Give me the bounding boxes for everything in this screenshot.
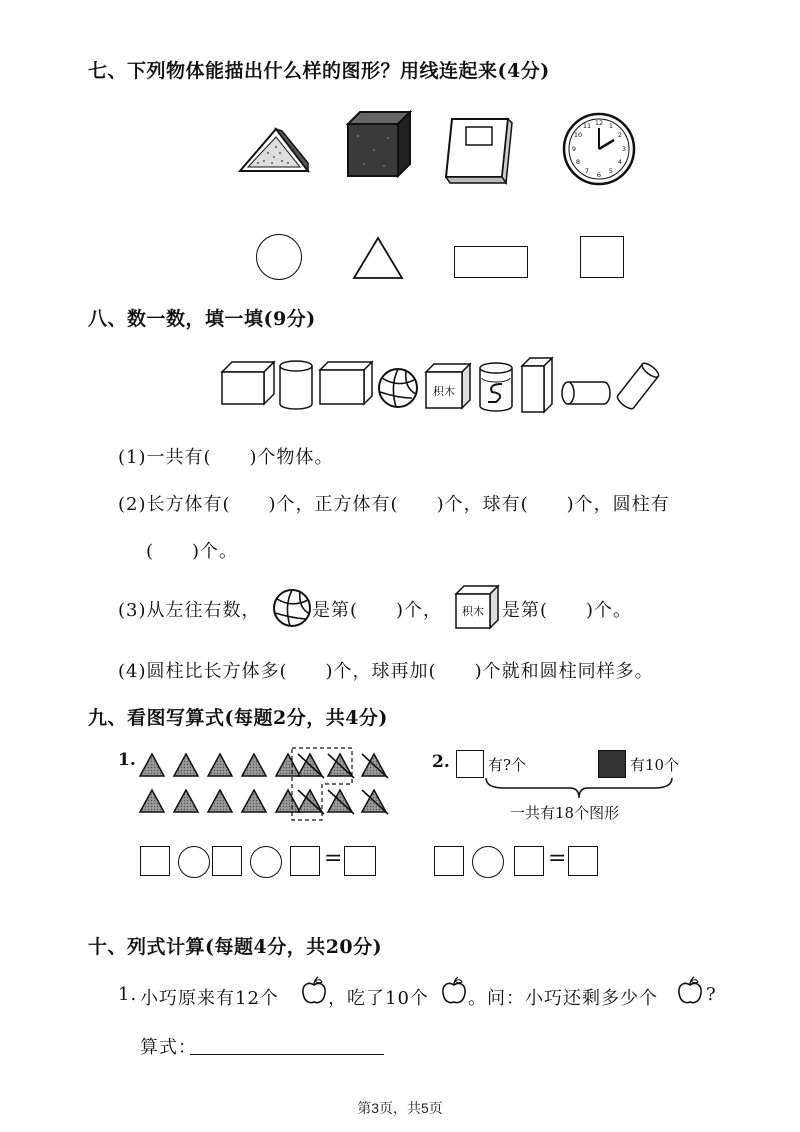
q10-1-part-c: 。问：小巧还剩多少个 <box>468 988 658 1009</box>
problem9-2-number: 2. <box>432 752 450 772</box>
problem9-1-number: 1. <box>118 750 136 770</box>
block-cube-icon <box>454 584 500 630</box>
cuboid-icon <box>320 362 372 404</box>
block-cube-icon <box>426 364 470 408</box>
shape-square <box>580 236 624 278</box>
answer-box[interactable] <box>514 846 544 876</box>
svg-text:3: 3 <box>621 145 627 153</box>
shape-circle <box>256 234 302 280</box>
block-label: 积木 <box>433 385 455 398</box>
q8-3-suffix: 是第( )个。 <box>502 600 633 621</box>
q10-1-part-d: ? <box>706 984 717 1005</box>
section9-heading: 九、看图写算式(每题2分，共4分) <box>88 707 388 729</box>
formula-label: 算式： <box>140 1037 197 1058</box>
sandwich-icon <box>238 125 310 175</box>
svg-text:6: 6 <box>596 171 602 179</box>
q8-2a: (2)长方体有( )个，正方体有( )个，球有( )个，圆柱有 <box>118 494 670 515</box>
answer-box[interactable] <box>568 846 598 876</box>
svg-text:11: 11 <box>582 122 592 130</box>
section8-heading: 八、数一数，填一填(9分) <box>88 308 316 330</box>
volleyball-icon <box>272 588 312 628</box>
q8-3-mid: 是第( )个， <box>312 600 443 621</box>
apple-icon <box>676 976 704 1006</box>
answer-box[interactable] <box>434 846 464 876</box>
section10-heading: 十、列式计算(每题4分，共20分) <box>88 936 383 958</box>
answer-box[interactable] <box>344 846 376 876</box>
equals-sign: = <box>324 846 343 871</box>
q8-2b: ( )个。 <box>146 541 239 562</box>
tall-cuboid-icon <box>522 358 552 412</box>
apple-icon <box>300 976 328 1006</box>
volleyball-icon <box>379 369 417 407</box>
q8-3-prefix: (3)从左往右数， <box>118 600 261 621</box>
operator-circle[interactable] <box>178 846 210 878</box>
black-square-icon <box>598 750 626 778</box>
q8-4: (4)圆柱比长方体多( )个，球再加( )个就和圆柱同样多。 <box>118 661 654 682</box>
book-icon <box>442 115 514 185</box>
answer-box[interactable] <box>290 846 320 876</box>
svg-text:5: 5 <box>608 167 614 175</box>
q10-1-part-b: ，吃了10个 <box>328 988 429 1009</box>
cuboid-icon <box>222 362 274 404</box>
shape-rectangle <box>454 246 528 278</box>
svg-text:4: 4 <box>617 158 623 166</box>
total-label: 一共有18个图形 <box>510 804 620 822</box>
svg-text:8: 8 <box>575 158 581 166</box>
svg-text:10: 10 <box>573 131 583 139</box>
cylinder-tilted-icon <box>615 361 660 411</box>
formula-answer-line[interactable] <box>190 1054 384 1055</box>
svg-text:7: 7 <box>584 167 590 175</box>
white-square-icon <box>456 750 484 778</box>
clock-icon <box>562 112 636 186</box>
can-icon <box>480 363 512 411</box>
cylinder-horizontal-icon <box>562 382 610 404</box>
q10-1-part-a: 小巧原来有12个 <box>140 988 279 1009</box>
svg-text:1: 1 <box>608 122 614 130</box>
page-footer: 第3页，共5页 <box>357 1100 443 1116</box>
svg-text:12: 12 <box>594 119 604 127</box>
shape-triangle <box>352 236 404 280</box>
answer-box[interactable] <box>140 846 170 876</box>
operator-circle[interactable] <box>472 846 504 878</box>
svg-text:9: 9 <box>571 145 577 153</box>
block-label: 积木 <box>462 605 484 618</box>
triangles-figure <box>138 748 398 824</box>
operator-circle[interactable] <box>250 846 282 878</box>
unknown-count-label: 有?个 <box>488 756 527 774</box>
apple-icon <box>440 976 468 1006</box>
known-count-label: 有10个 <box>630 756 680 774</box>
svg-text:2: 2 <box>617 131 623 139</box>
answer-box[interactable] <box>212 846 242 876</box>
objects-row <box>220 356 660 416</box>
section7-heading: 七、下列物体能描出什么样的图形？用线连起来(4分) <box>88 60 550 82</box>
q8-1: (1)一共有( )个物体。 <box>118 447 334 468</box>
q10-1-number: 1. <box>118 984 138 1005</box>
cylinder-icon <box>280 361 312 409</box>
cube-icon <box>344 110 412 178</box>
equals-sign: = <box>548 846 567 871</box>
brace-icon <box>484 776 674 800</box>
